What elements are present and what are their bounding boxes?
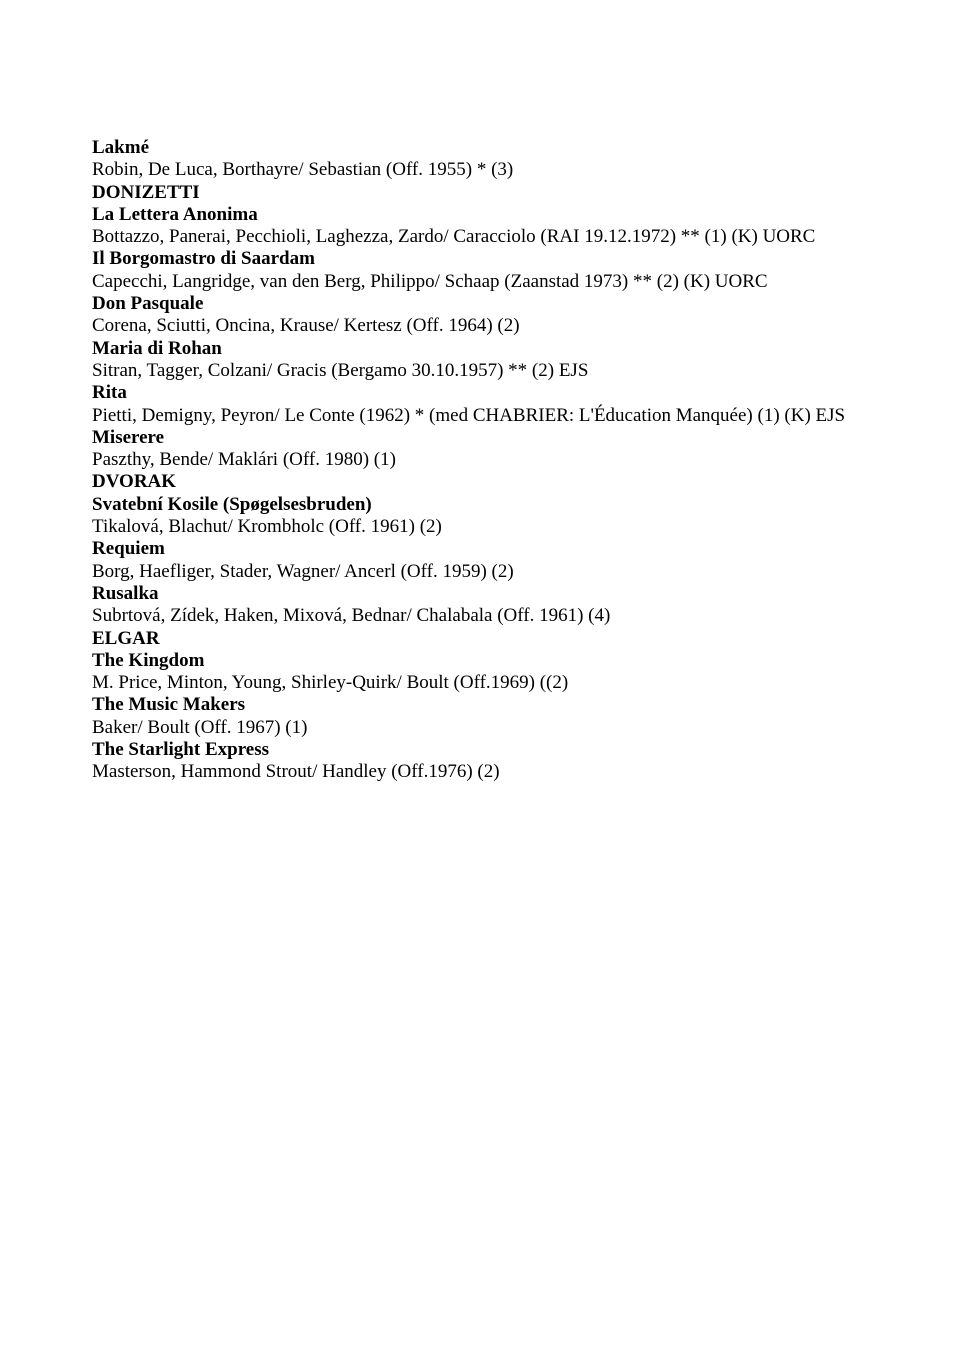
opera-title: Miserere bbox=[92, 426, 165, 448]
recording-details: Paszthy, Bende/ Maklári (Off. 1980) (1) bbox=[92, 449, 396, 471]
recording-details: Sitran, Tagger, Colzani/ Gracis (Bergamo 30.10.1957) ** (2) EJS bbox=[92, 359, 589, 381]
composer-heading: DVORAK bbox=[92, 471, 177, 493]
opera-title: The Starlight Express bbox=[92, 739, 270, 761]
recording-details: Corena, Sciutti, Oncina, Krause/ Kertesz (Off. 1964) (2) bbox=[92, 315, 520, 337]
document-page bbox=[92, 137, 932, 784]
opera-title: Svatební Kosile (Spøgelsesbruden) bbox=[92, 493, 372, 515]
opera-title: The Music Makers bbox=[92, 694, 246, 716]
opera-title: Requiem bbox=[92, 538, 165, 560]
recording-details: M. Price, Minton, Young, Shirley-Quirk/ Boult (Off.1969) ((2) bbox=[92, 672, 569, 694]
recording-details: Borg, Haefliger, Stader, Wagner/ Ancerl (Off. 1959) (2) bbox=[92, 560, 514, 582]
opera-title: Don Pasquale bbox=[92, 293, 204, 315]
recording-details: Capecchi, Langridge, van den Berg, Philippo/ Schaap (Zaanstad 1973) ** (2) (K) UORC bbox=[92, 270, 768, 292]
opera-title: Maria di Rohan bbox=[92, 337, 222, 359]
recording-details: Masterson, Hammond Strout/ Handley (Off.1976) (2) bbox=[92, 761, 500, 783]
recording-details: Pietti, Demigny, Peyron/ Le Conte (1962) * (med CHABRIER: L'Éducation Manquée) (1) (K) EJS bbox=[92, 404, 846, 426]
opera-title: Il Borgomastro di Saardam bbox=[92, 248, 315, 270]
recording-details: Bottazzo, Panerai, Pecchioli, Laghezza, Zardo/ Caracciolo (RAI 19.12.1972) ** (1) (K) UORC bbox=[92, 226, 816, 248]
opera-title: Rita bbox=[92, 382, 127, 404]
composer-heading: DONIZETTI bbox=[92, 181, 200, 203]
opera-title: La Lettera Anonima bbox=[92, 203, 258, 225]
opera-title: Rusalka bbox=[92, 582, 159, 604]
recording-details: Baker/ Boult (Off. 1967) (1) bbox=[92, 716, 308, 738]
recording-details: Tikalová, Blachut/ Krombholc (Off. 1961) (2) bbox=[92, 516, 442, 538]
recording-details: Robin, De Luca, Borthayre/ Sebastian (Off. 1955) * (3) bbox=[92, 159, 514, 181]
opera-title: The Kingdom bbox=[92, 649, 205, 671]
recording-details: Subrtová, Zídek, Haken, Mixová, Bednar/ Chalabala (Off. 1961) (4) bbox=[92, 605, 611, 627]
composer-heading: ELGAR bbox=[92, 627, 160, 649]
opera-title: Lakmé bbox=[92, 137, 149, 158]
